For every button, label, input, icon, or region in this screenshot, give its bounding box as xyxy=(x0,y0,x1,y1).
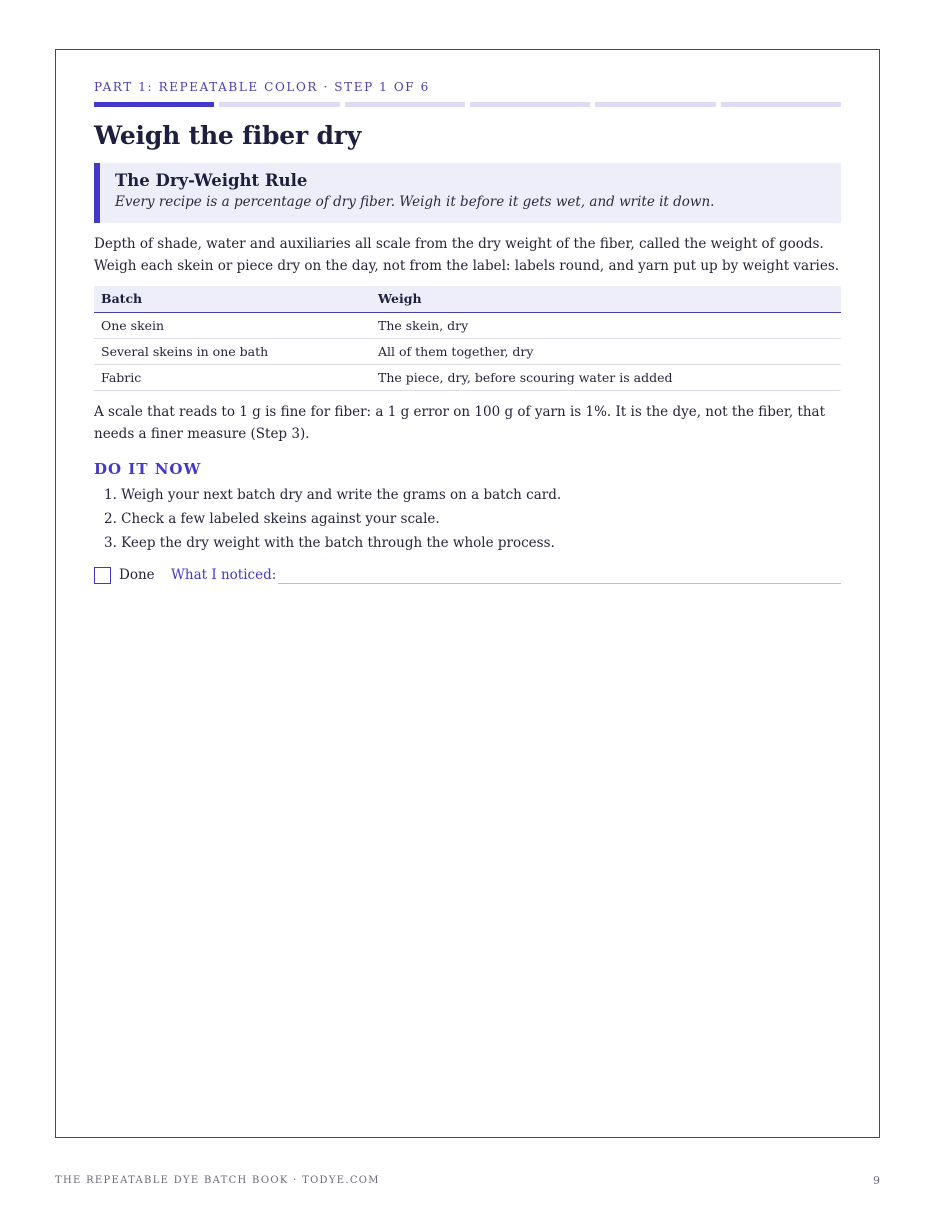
progress-segment-5 xyxy=(595,102,715,107)
done-checkline xyxy=(94,565,841,585)
footer-page-number: 9 xyxy=(873,1174,880,1187)
table-row xyxy=(94,338,841,364)
noticed-write-line[interactable] xyxy=(278,583,841,584)
table-cell-weigh: All of them together, dry xyxy=(371,338,841,364)
list-item: 3. Keep the dry weight with the batch through the whole process. xyxy=(104,535,555,551)
table-header-batch: Batch xyxy=(94,286,371,312)
progress-segment-3 xyxy=(345,102,465,107)
do-it-now-heading: DO IT NOW xyxy=(94,460,202,478)
table-cell-weigh: The skein, dry xyxy=(371,312,841,338)
noticed-label: What I noticed: xyxy=(171,567,277,583)
table-cell-weigh: The piece, dry, before scouring water is added xyxy=(371,364,841,390)
list-item: 1. Weigh your next batch dry and write the grams on a batch card. xyxy=(104,487,562,503)
table-row xyxy=(94,312,841,338)
progress-segment-4 xyxy=(470,102,590,107)
page-title: Weigh the fiber dry xyxy=(94,121,362,150)
do-it-now-list xyxy=(94,483,841,555)
table-cell-batch: Fabric xyxy=(94,364,371,390)
progress-segment-2 xyxy=(219,102,339,107)
table-header-row xyxy=(94,286,841,312)
scale-note-paragraph: A scale that reads to 1 g is fine for fiber: a 1 g error on 100 g of yarn is 1%. It is the dye, not the fiber, that needs a finer measure (Step 3). xyxy=(94,404,826,442)
rule-callout xyxy=(94,163,841,223)
table-header-weigh: Weigh xyxy=(371,286,841,312)
callout-title: The Dry-Weight Rule xyxy=(115,171,308,190)
list-item: 2. Check a few labeled skeins against your scale. xyxy=(104,511,440,527)
page-frame xyxy=(55,49,880,1138)
progress-segment-1 xyxy=(94,102,214,107)
table-cell-batch: Several skeins in one bath xyxy=(94,338,371,364)
done-label: Done xyxy=(119,567,155,583)
table-cell-batch: One skein xyxy=(94,312,371,338)
step-progress-bar xyxy=(94,102,841,107)
footer-book-title: THE REPEATABLE DYE BATCH BOOK · TODYE.COM xyxy=(55,1175,380,1186)
step-eyebrow: PART 1: REPEATABLE COLOR · STEP 1 OF 6 xyxy=(94,80,430,94)
intro-paragraph: Depth of shade, water and auxiliaries all scale from the dry weight of the fiber, called the weight of goods. Weigh each skein or piece dry on the day, not from the label: labels round, and yarn put up by weight varies. xyxy=(94,236,840,274)
callout-body: Every recipe is a percentage of dry fiber. Weigh it before it gets wet, and write it down. xyxy=(115,194,715,210)
table-row xyxy=(94,364,841,390)
batch-weigh-table xyxy=(94,286,841,391)
progress-segment-6 xyxy=(721,102,841,107)
done-checkbox[interactable] xyxy=(94,567,111,584)
